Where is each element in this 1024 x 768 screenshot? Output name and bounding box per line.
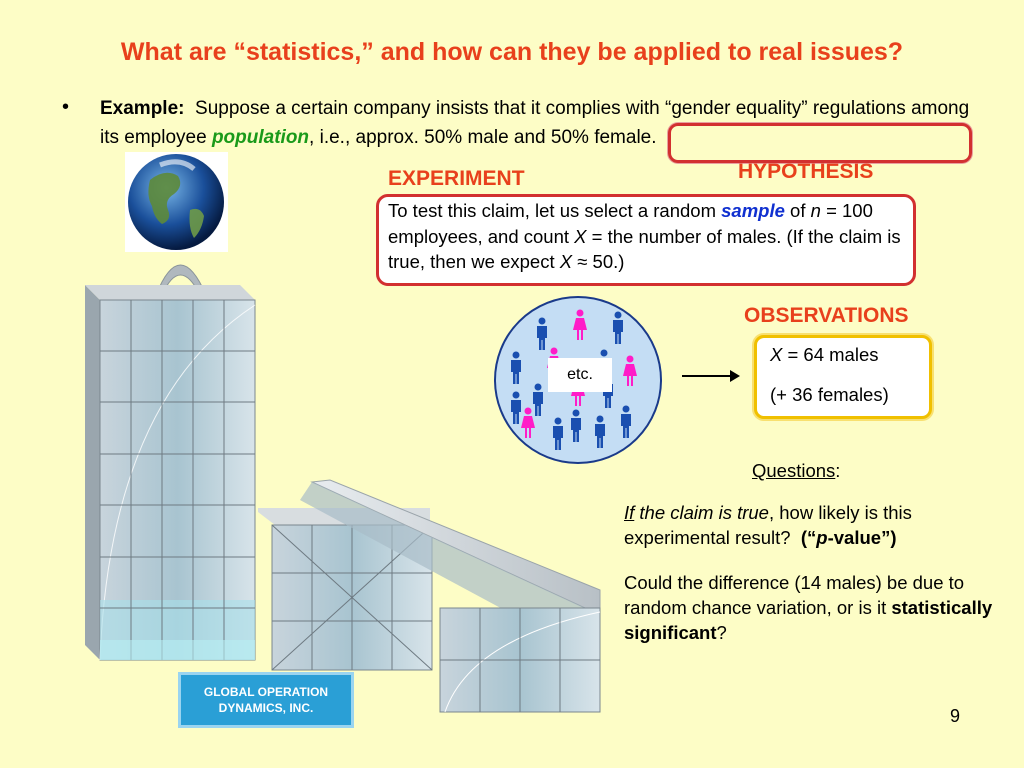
q2-end: ?	[716, 622, 727, 643]
page-number: 9	[950, 706, 961, 726]
slide-title: What are “statistics,” and how can they be applied to real issues?	[120, 38, 904, 66]
example-text-1: Suppose a certain company insists that it complies with “gender equality” regulations among its employee	[100, 98, 970, 148]
questions-colon: :	[835, 460, 841, 481]
experiment-text-2: of	[790, 200, 806, 221]
hypothesis-label: HYPOTHESIS	[738, 160, 874, 183]
question-1	[624, 500, 994, 550]
p-variable: p	[816, 527, 828, 548]
example-label: Example:	[100, 98, 185, 119]
approx-symbol: ≈	[577, 251, 588, 272]
q1-if: If	[624, 502, 635, 523]
experiment-text-4: = the number of males. (If the claim is true, then we expect	[388, 225, 901, 272]
experiment-text	[388, 198, 908, 275]
q1-open: (“	[800, 527, 817, 548]
q1-italic: the claim is true	[639, 502, 769, 523]
etc-label: etc.	[548, 358, 612, 392]
q1-close: -value”)	[827, 527, 897, 548]
company-name-line2: DYNAMICS, INC.	[218, 701, 314, 715]
experiment-text-1: To test this claim, let us select a random	[388, 200, 716, 221]
question-2	[624, 570, 994, 645]
example-text-2: , i.e., approx. 50% male and 50% female.	[309, 127, 657, 148]
hypothesis-highlight-box	[668, 123, 972, 163]
observation-males	[770, 344, 879, 366]
x-variable: X	[574, 225, 587, 247]
n-variable: n	[810, 200, 821, 221]
bullet-icon: •	[62, 96, 70, 118]
q2-text: Could the difference (14 males) be due to random chance variation, or is it	[624, 572, 965, 618]
observations-label: OBSERVATIONS	[744, 304, 909, 327]
experiment-label: EXPERIMENT	[388, 167, 525, 190]
globe-icon	[125, 152, 228, 252]
observation-females: (+ 36 females)	[770, 384, 889, 405]
q2-bold: statistically significant	[624, 597, 993, 643]
company-name-line1: GLOBAL OPERATION	[203, 685, 329, 699]
experiment-text-5: 50.)	[592, 251, 625, 272]
observation-males-text: = 64 males	[787, 344, 879, 365]
sample-keyword: sample	[721, 200, 785, 221]
company-label	[178, 672, 354, 728]
experiment-text-3: = 100 employees, and count	[388, 200, 873, 247]
x-variable-obs: X	[770, 344, 783, 365]
population-keyword: population	[211, 127, 310, 148]
q1-text: , how likely is this experimental result?	[624, 502, 912, 548]
x-variable-2: X	[559, 251, 573, 272]
questions-heading-text: Questions	[752, 460, 836, 481]
questions-heading	[752, 460, 840, 482]
arrow-icon	[680, 368, 742, 384]
